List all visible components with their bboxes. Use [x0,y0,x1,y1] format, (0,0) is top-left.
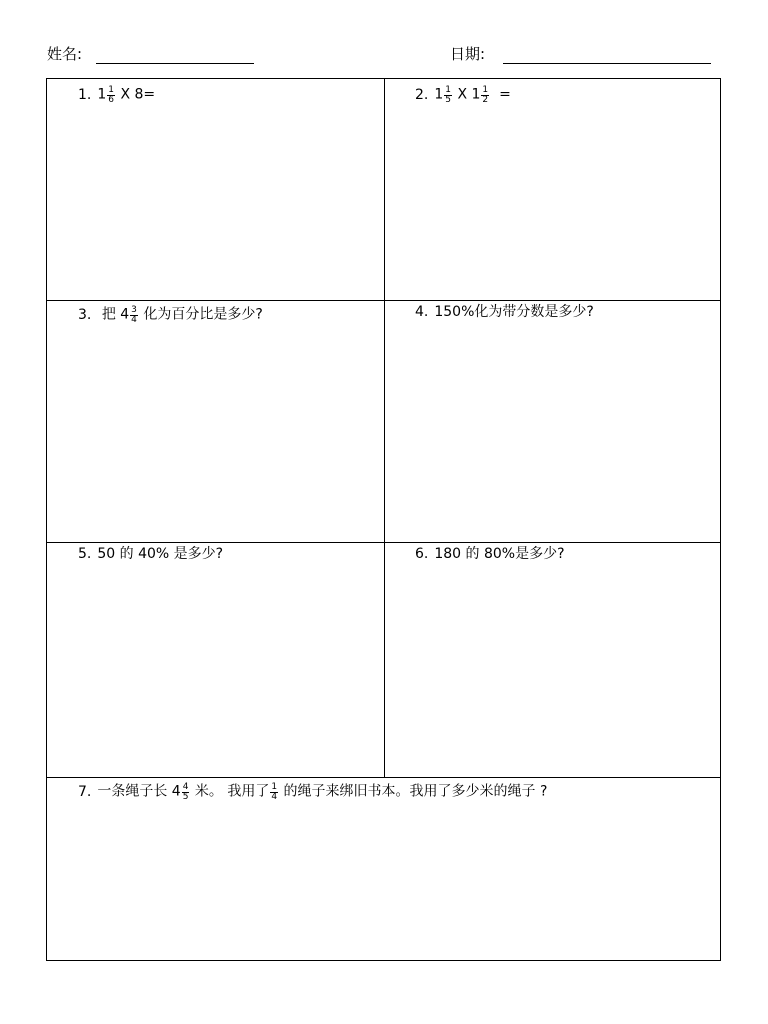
date-label: 日期: [450,45,486,63]
fraction: $\frac{3}{4}$ [131,305,137,325]
question-7: 7. 一条绳子长 4 $\frac{4}{5}$ 米。 我用了 $\frac{1}{4}$ 的绳子来绑旧书本。我用了多少米的绳子 ? [78,782,548,802]
question-cell-7[interactable] [47,778,720,960]
fraction: $\frac{1}{2}$ [482,85,489,105]
question-4: 4. 150%化为带分数是多少? [415,304,594,320]
name-blank-line[interactable] [96,47,254,64]
date-field[interactable] [450,44,711,64]
question-6: 6. 180 的 80%是多少? [415,546,565,562]
question-cell-6[interactable] [385,543,720,777]
fraction: $\frac{1}{4}$ [271,782,278,802]
date-blank-line[interactable] [503,47,711,64]
name-label: 姓名: [47,45,83,63]
name-field[interactable] [47,44,254,64]
question-3: 3. 把 4 $\frac{3}{4}$ 化为百分比是多少? [78,305,263,325]
question-cell-1[interactable] [47,79,384,300]
question-2: 2. 1 $\frac{1}{5}$ X 1 $\frac{1}{2}$ = [415,85,511,105]
fraction: $\frac{1}{6}$ [108,85,115,105]
question-cell-4[interactable] [385,301,720,542]
question-1: 1. 1 $\frac{1}{6}$ X 8= [78,85,156,105]
fraction: $\frac{4}{5}$ [182,782,189,802]
question-cell-3[interactable] [47,301,384,542]
fraction: $\frac{1}{5}$ [445,85,452,105]
worksheet-grid [46,78,721,961]
question-cell-2[interactable] [385,79,720,300]
question-5: 5. 50 的 40% 是多少? [78,546,224,562]
question-cell-5[interactable] [47,543,384,777]
